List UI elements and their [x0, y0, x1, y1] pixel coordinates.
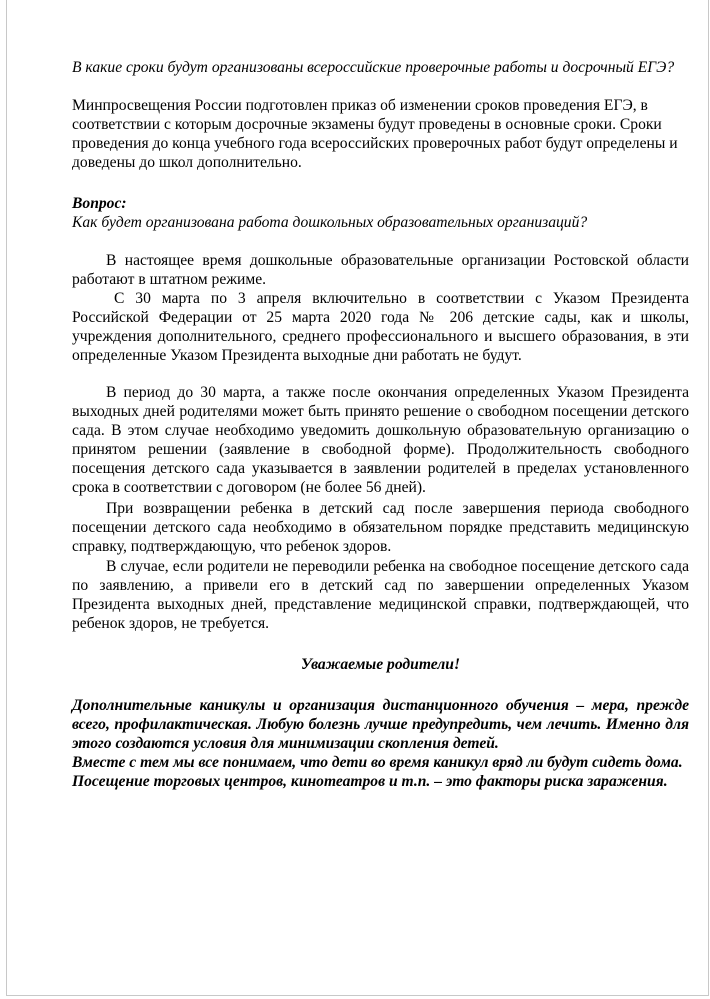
paragraph-holidays: С 30 марта по 3 апреля включительно в соответствии с Указом Президента Российской Федерации от 25 марта 2020 года № 206 детские сады, как и школы, учреждения дополнительного, среднего профессионального и высшего образования, в эти определенные Указом Президента выходные дни работать не будут.: [72, 290, 689, 364]
bold-paragraph-children-home: Вместе с тем мы все понимаем, что дети во время каникул вряд ли будут сидеть дома.: [72, 754, 683, 771]
question-kindergartens: Как будет организована работа дошкольных образовательных организаций?: [72, 214, 588, 231]
paragraph-regular-mode: В настоящее время дошкольные образовательные организации Ростовской области работают в штатном режиме.: [72, 252, 689, 288]
heading-dear-parents: Уважаемые родители!: [300, 656, 461, 673]
bold-paragraph-prevention: Дополнительные каникулы и организация дистанционного обучения – мера, прежде всего, профилактическая. Любую болезнь лучше предупредить, чем лечить. Именно для этого создаются условия для минимизации скопления детей.: [72, 697, 689, 752]
paragraph-no-certificate: В случае, если родители не переводили ребенка на свободное посещение детского сада по заявлению, а привели его в детский сад по завершении определенных Указом Президента выходных дней, представление медицинской справки, подтверждающей, что ребенок здоров, не требуется.: [72, 558, 689, 632]
document-page: [6, 0, 709, 996]
question-exam-dates: В какие сроки будут организованы всероссийские проверочные работы и досрочный ЕГЭ?: [72, 59, 675, 76]
paragraph-medical-certificate: При возвращении ребенка в детский сад после завершения периода свободного посещении детского сада необходимо в обязательном порядке представить медицинскую справку, подтверждающую, что ребенок здоров.: [72, 499, 689, 555]
bold-paragraph-risk-factors: Посещение торговых центров, кинотеатров и т.п. – это факторы риска заражения.: [72, 773, 668, 790]
document-body: [72, 58, 689, 791]
paragraph-free-attendance: В период до 30 марта, а также после окончания определенных Указом Президента выходных дней родителями может быть принято решение о свободном посещении детского сада. В этом случае необходимо уведомить дошкольную образовательную организацию о принятом решении (заявление в свободной форме). Продолжительность свободного посещения детского сада указывается в заявлении родителей в пределах установленного срока в соответствии с договором (не более 56 дней).: [72, 384, 689, 496]
answer-exam-dates: Минпросвещения России подготовлен приказ об изменении сроков проведения ЕГЭ, в соответствии с которым досрочные экзамены будут проведены в основные сроки. Сроки проведения до конца учебного года всероссийских проверочных работ будут определены и доведены до школ дополнительно.: [72, 97, 678, 171]
question-label: Вопрос:: [72, 195, 127, 212]
